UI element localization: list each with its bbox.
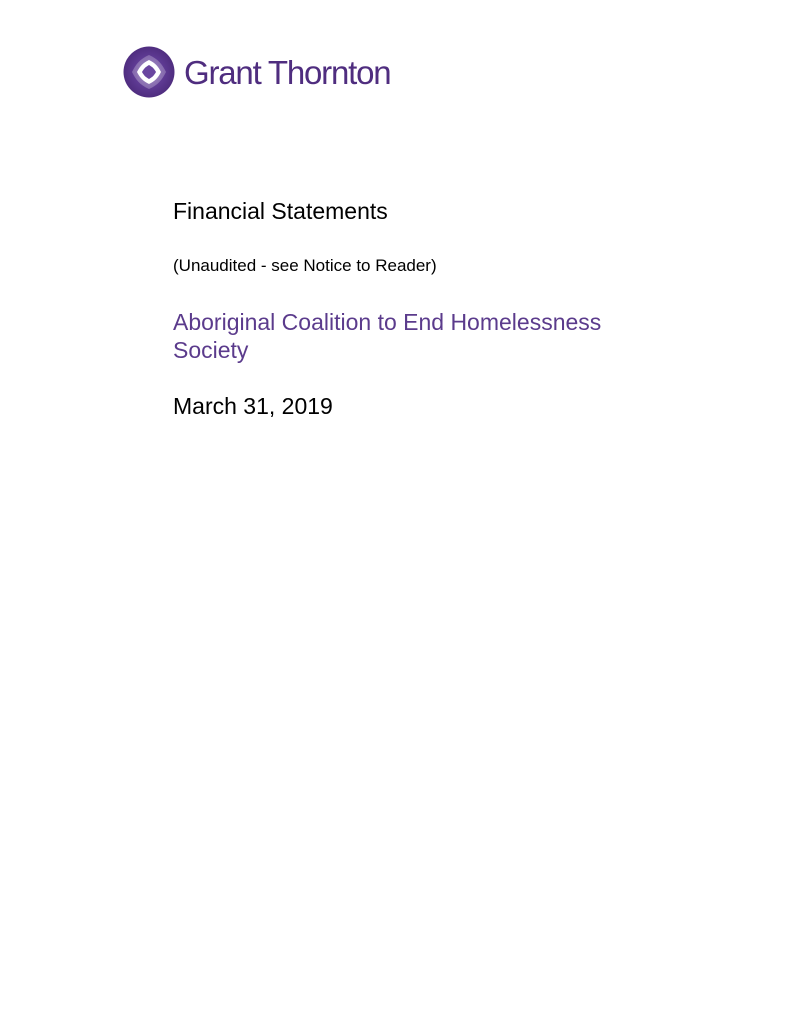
grant-thornton-logo-icon [123, 46, 175, 98]
organization-name-line-1: Aboriginal Coalition to End Homelessness [173, 309, 602, 335]
document-date: March 31, 2019 [173, 393, 333, 419]
organization-name [173, 308, 733, 364]
document-title: Financial Statements [173, 198, 388, 224]
logo-wordmark: Grant Thornton [184, 53, 391, 91]
organization-name-line-2: Society [173, 337, 249, 363]
company-logo [123, 45, 390, 99]
document-subtitle: (Unaudited - see Notice to Reader) [173, 256, 437, 275]
